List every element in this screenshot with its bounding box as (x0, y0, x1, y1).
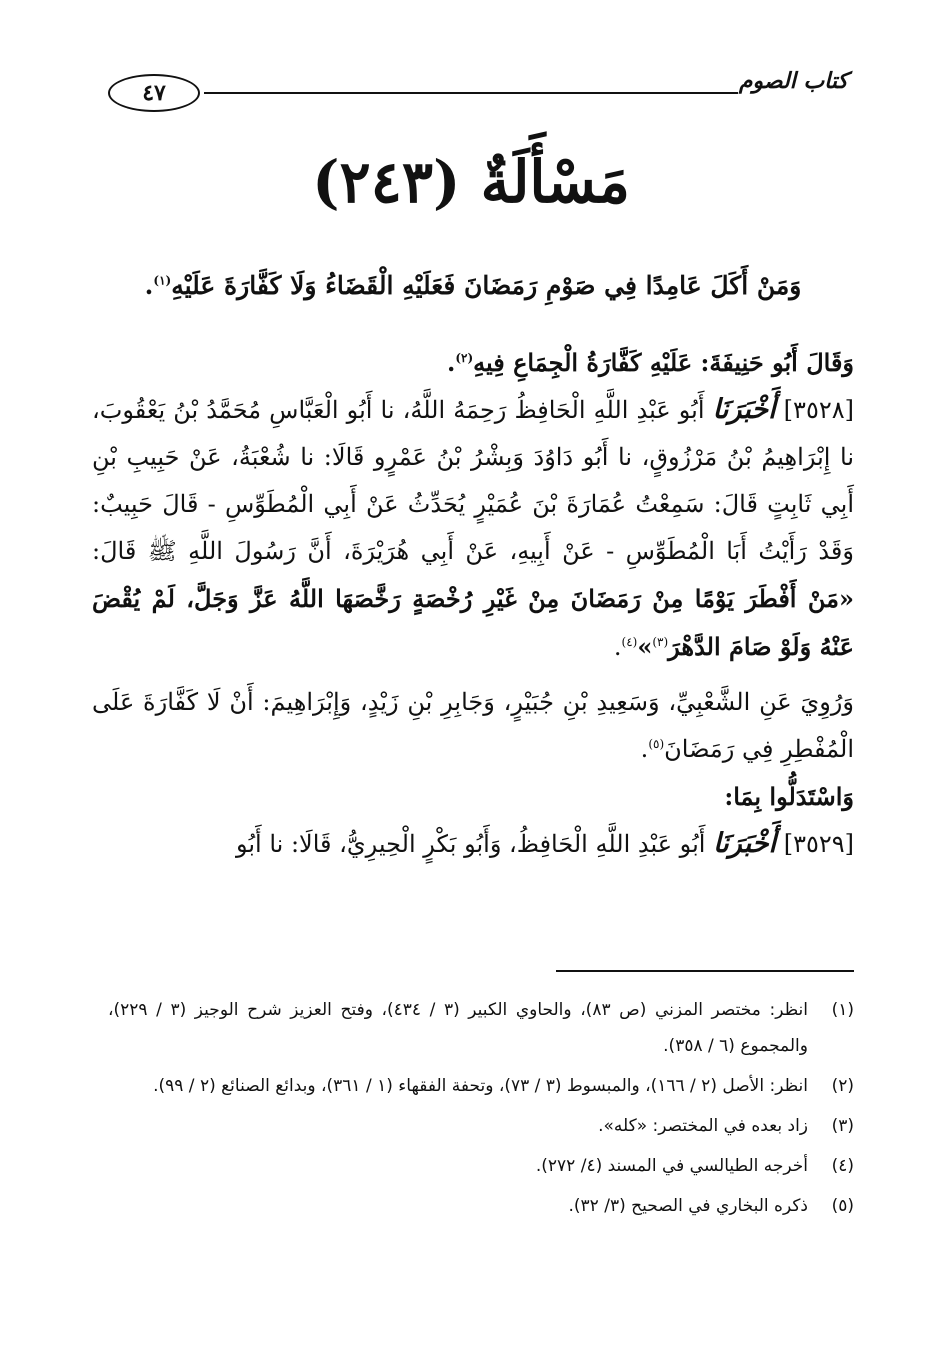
issue-heading: مَسْأَلَةٌ (٢٤٣) (312, 148, 630, 216)
footnote (108, 1148, 854, 1184)
footnote (108, 1188, 854, 1224)
footnote-text: أخرجه الطيالسي في المسند (٤/ ٢٧٢). (535, 1156, 808, 1176)
isnad-text: أَبُو عَبْدِ اللَّهِ الْحَافِظُ، وَأَبُو بَكْرٍ الْحِيرِيُّ، قَالَا: نا أَبُو (235, 830, 706, 858)
hadith-number: [٣٥٢٨] (783, 396, 854, 424)
paragraph-narrated: وَرُوِيَ عَنِ الشَّعْبِيِّ، وَسَعِيدِ بْنِ جُبَيْرٍ، وَجَابِرِ بْنِ زَيْدٍ، وَإِبْرَاهِيمَ: أَنْ لَا كَفَّارَةَ عَلَى الْمُفْطِرِ فِي رَمَضَانَ$^{(٥)}$. (92, 688, 854, 763)
footnote (108, 1068, 854, 1104)
footnote-ref-2: (٢) (455, 351, 474, 365)
footnote-text: زاد بعده في المختصر: «كله». (598, 1116, 808, 1136)
footnote-number: (١) (831, 1000, 854, 1020)
header-rule (204, 92, 738, 94)
footnote-number: (٤) (831, 1156, 854, 1176)
akhbarana-word: أَخْبَرَنَا (712, 394, 776, 425)
lead-statement: وَمَنْ أَكَلَ عَامِدًا فِي صَوْمِ رَمَضَانَ فَعَلَيْهِ الْقَضَاءُ وَلَا كَفَّارَةَ عَلَيْهِ$^{(١)}$. (144, 271, 802, 300)
footnote-text: انظر: الأصل (٢ / ١٦٦)، والمبسوط (٣ / ٧٣)، وتحفة الفقهاء (١ / ٣٦١)، وبدائع الصنائع (٢ / ٩٩). (153, 1076, 808, 1096)
footnote-number: (٢) (831, 1076, 854, 1096)
footnote (108, 992, 854, 1064)
paragraph-istadallu: وَاسْتَدَلُّوا بِمَا: (724, 782, 854, 811)
footnote-text: ذكره البخاري في الصحيح (٣/ ٣٢). (568, 1196, 808, 1216)
hadith-number: [٣٥٢٩] (783, 830, 854, 858)
hadith-matn: «مَنْ أَفْطَرَ يَوْمًا مِنْ رَمَضَانَ مِنْ غَيْرِ رُخْصَةٍ رَخَّصَهَا اللَّهُ عَزَّ وَجَلَّ، لَمْ يُقْضَ عَنْهُ وَلَوْ صَامَ الدَّهْرَ (92, 584, 854, 661)
footnote-ref-4: (٤) (621, 635, 638, 649)
paragraph-text: وَقَالَ أَبُو حَنِيفَةَ: عَلَيْهِ كَفَّارَةُ الْجِمَاعِ فِيهِ (473, 348, 854, 377)
footnote (108, 1108, 854, 1144)
footnote-ref-1: (١) (153, 273, 172, 288)
footnote-number: (٥) (831, 1196, 854, 1216)
isnad-text: أَبُو عَبْدِ اللَّهِ الْحَافِظُ رَحِمَهُ اللَّهُ، نا أَبُو الْعَبَّاسِ مُحَمَّدُ بْنُ يَعْقُوبَ، نا إِبْرَاهِيمُ بْنُ مَرْزُوقٍ، نا أَبُو دَاوُدَ وَبِشْرُ بْنُ عَمْرٍو قَالَا: نا شُعْبَةُ، عَنْ حَبِيبِ بْنِ أَبِي ثَابِتٍ قَالَ: سَمِعْتُ عُمَارَةَ بْنَ عُمَيْرٍ يُحَدِّثُ عَنْ أَبِي الْمُطَوِّسِ - قَالَ حَبِيبٌ: وَقَدْ رَأَيْتُ أَبَا الْمُطَوِّسِ - عَنْ أَبِيهِ، عَنْ أَبِي هُرَيْرَةَ، أَنَّ رَسُولَ اللَّهِ ﷺ قَالَ: (92, 396, 854, 565)
footnotes (108, 992, 854, 1228)
lead-text: وَمَنْ أَكَلَ عَامِدًا فِي صَوْمِ رَمَضَانَ فَعَلَيْهِ الْقَضَاءُ وَلَا كَفَّارَةَ عَلَيْهِ (171, 271, 802, 300)
paragraph-abu-hanifa: وَقَالَ أَبُو حَنِيفَةَ: عَلَيْهِ كَفَّارَةُ الْجِمَاعِ فِيهِ$^{(٢)}$. (446, 348, 854, 377)
page-header (108, 68, 848, 116)
akhbarana-word: أَخْبَرَنَا (713, 828, 777, 859)
main-text (92, 262, 854, 868)
book-title: كتاب الصوم (738, 68, 848, 94)
paragraph-hadith-3528: [٣٥٢٨] أَخْبَرَنَا أَبُو عَبْدِ اللَّهِ الْحَافِظُ رَحِمَهُ اللَّهُ، نا أَبُو الْعَبَّاسِ مُحَمَّدُ بْنُ يَعْقُوبَ، نا إِبْرَاهِيمُ بْنُ مَرْزُوقٍ، نا أَبُو دَاوُدَ وَبِشْرُ بْنُ عَمْرٍو قَالَا: نا شُعْبَةُ، عَنْ حَبِيبِ بْنِ أَبِي ثَابِتٍ قَالَ: سَمِعْتُ عُمَارَةَ بْنَ عُمَيْرٍ يُحَدِّثُ عَنْ أَبِي الْمُطَوِّسِ - قَالَ حَبِيبٌ: وَقَدْ رَأَيْتُ أَبَا الْمُطَوِّسِ - عَنْ أَبِيهِ، عَنْ أَبِي هُرَيْرَةَ، أَنَّ رَسُولَ اللَّهِ ﷺ قَالَ: «مَنْ أَفْطَرَ يَوْمًا مِنْ رَمَضَانَ مِنْ غَيْرِ رُخْصَةٍ رَخَّصَهَا اللَّهُ عَزَّ وَجَلَّ، لَمْ يُقْضَ عَنْهُ وَلَوْ صَامَ الدَّهْرَ$^{(٣)}$»$^{(٤)}$. (92, 394, 854, 661)
paragraph-hadith-3529 (92, 820, 854, 868)
footnote-separator (556, 970, 854, 972)
hadith-close-quote: » (637, 632, 653, 661)
footnote-text: انظر: مختصر المزني (ص ٨٣)، والحاوي الكبير (٣ / ٤٣٤)، وفتح العزيز شرح الوجيز (٣ / ٢٢٩)، والمجموع (٦ / ٣٥٨). (108, 1000, 808, 1056)
footnote-number: (٣) (831, 1116, 854, 1136)
footnote-ref-5: (٥) (648, 737, 665, 751)
paragraph-text: وَرُوِيَ عَنِ الشَّعْبِيِّ، وَسَعِيدِ بْنِ جُبَيْرٍ، وَجَابِرِ بْنِ زَيْدٍ، وَإِبْرَاهِيمَ: أَنْ لَا كَفَّارَةَ عَلَى الْمُفْطِرِ فِي رَمَضَانَ (92, 688, 854, 763)
footnote-ref-3: (٣) (652, 635, 669, 649)
page-number: ٤٧ (108, 74, 200, 112)
